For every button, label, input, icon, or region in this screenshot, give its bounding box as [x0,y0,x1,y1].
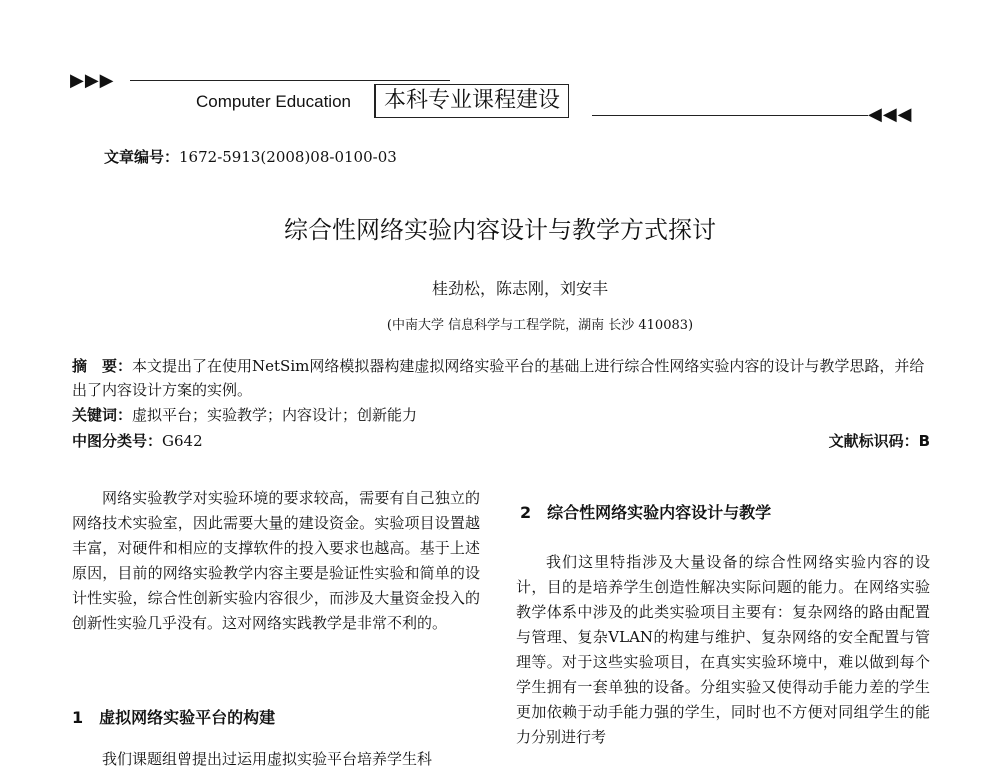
right-paragraph-1: 我们这里特指涉及大量设备的综合性网络实验内容的设计，目的是培养学生创造性解决实际问题的能力。在网络实验教学体系中涉及的此类实验项目主要有：复杂网络的路由配置与管理、复杂VLAN的构建与维护、复杂网络的安全配置与管理等。对于这些实验项目，在真实实验环境中，难以做到每个学生拥有一套单独的设备。分组实验又使得动手能力差的学生更加依赖于动手能力强的学生，同时也不方便对同组学生的能力分别进行考 [516,553,930,746]
authors: 桂劲松，陈志刚，刘安丰 [431,279,608,298]
header-arrows-left: ▶▶▶ [70,70,115,91]
column-label: 本科专业课程建设 [374,84,569,118]
left-paragraph-1: 网络实验教学对实验环境的要求较高，需要有自己独立的网络技术实验室，因此需要大量的建设资金。实验项目设置越丰富，对硬件和相应的支撑软件的投入要求也越高。基于上述原因，目前的网络实验教学内容主要是验证性实验和简单的设计性实验，综合性创新实验内容很少，而涉及大量资金投入的创新性实验几乎没有。这对网络实践教学是非常不利的。 [72,489,480,632]
right-column [516,550,930,750]
abstract-label: 摘 要： [72,357,133,375]
affiliation: (中南大学 信息科学与工程学院，湖南 长沙 410083) [386,318,694,333]
header-rule-right [592,115,868,116]
keywords [72,404,417,425]
classification-label: 中图分类号： [72,432,163,450]
left-paragraph-2: 我们课题组曾提出过运用虚拟实验平台培养学生科 [102,750,433,768]
keywords-text: 虚拟平台；实验教学；内容设计；创新能力 [132,406,418,424]
section-heading-2: 2 综合性网络实验内容设计与教学 [520,503,772,522]
section-heading-1: 1 虚拟网络实验平台的构建 [72,708,276,727]
article-number-label: 文章编号： [104,148,180,166]
article-number [104,146,397,167]
header-arrows-right: ◀◀◀ [868,104,913,125]
document-id: 文献标识码：B [828,432,930,450]
article-number-value: 1672-5913(2008)08-0100-03 [179,148,397,166]
classification [72,430,203,451]
paper-title: 综合性网络实验内容设计与教学方式探讨 [284,216,716,244]
keywords-label: 关键词： [72,406,133,424]
left-column [72,486,480,636]
classification-value: G642 [162,432,203,450]
header-rule-left [130,80,450,81]
abstract-text: 本文提出了在使用NetSim网络模拟器构建虚拟网络实验平台的基础上进行综合性网络实验内容的设计与教学思路，并给出了内容设计方案的实例。 [72,357,925,399]
abstract [72,354,934,402]
journal-name: Computer Education [196,92,351,111]
